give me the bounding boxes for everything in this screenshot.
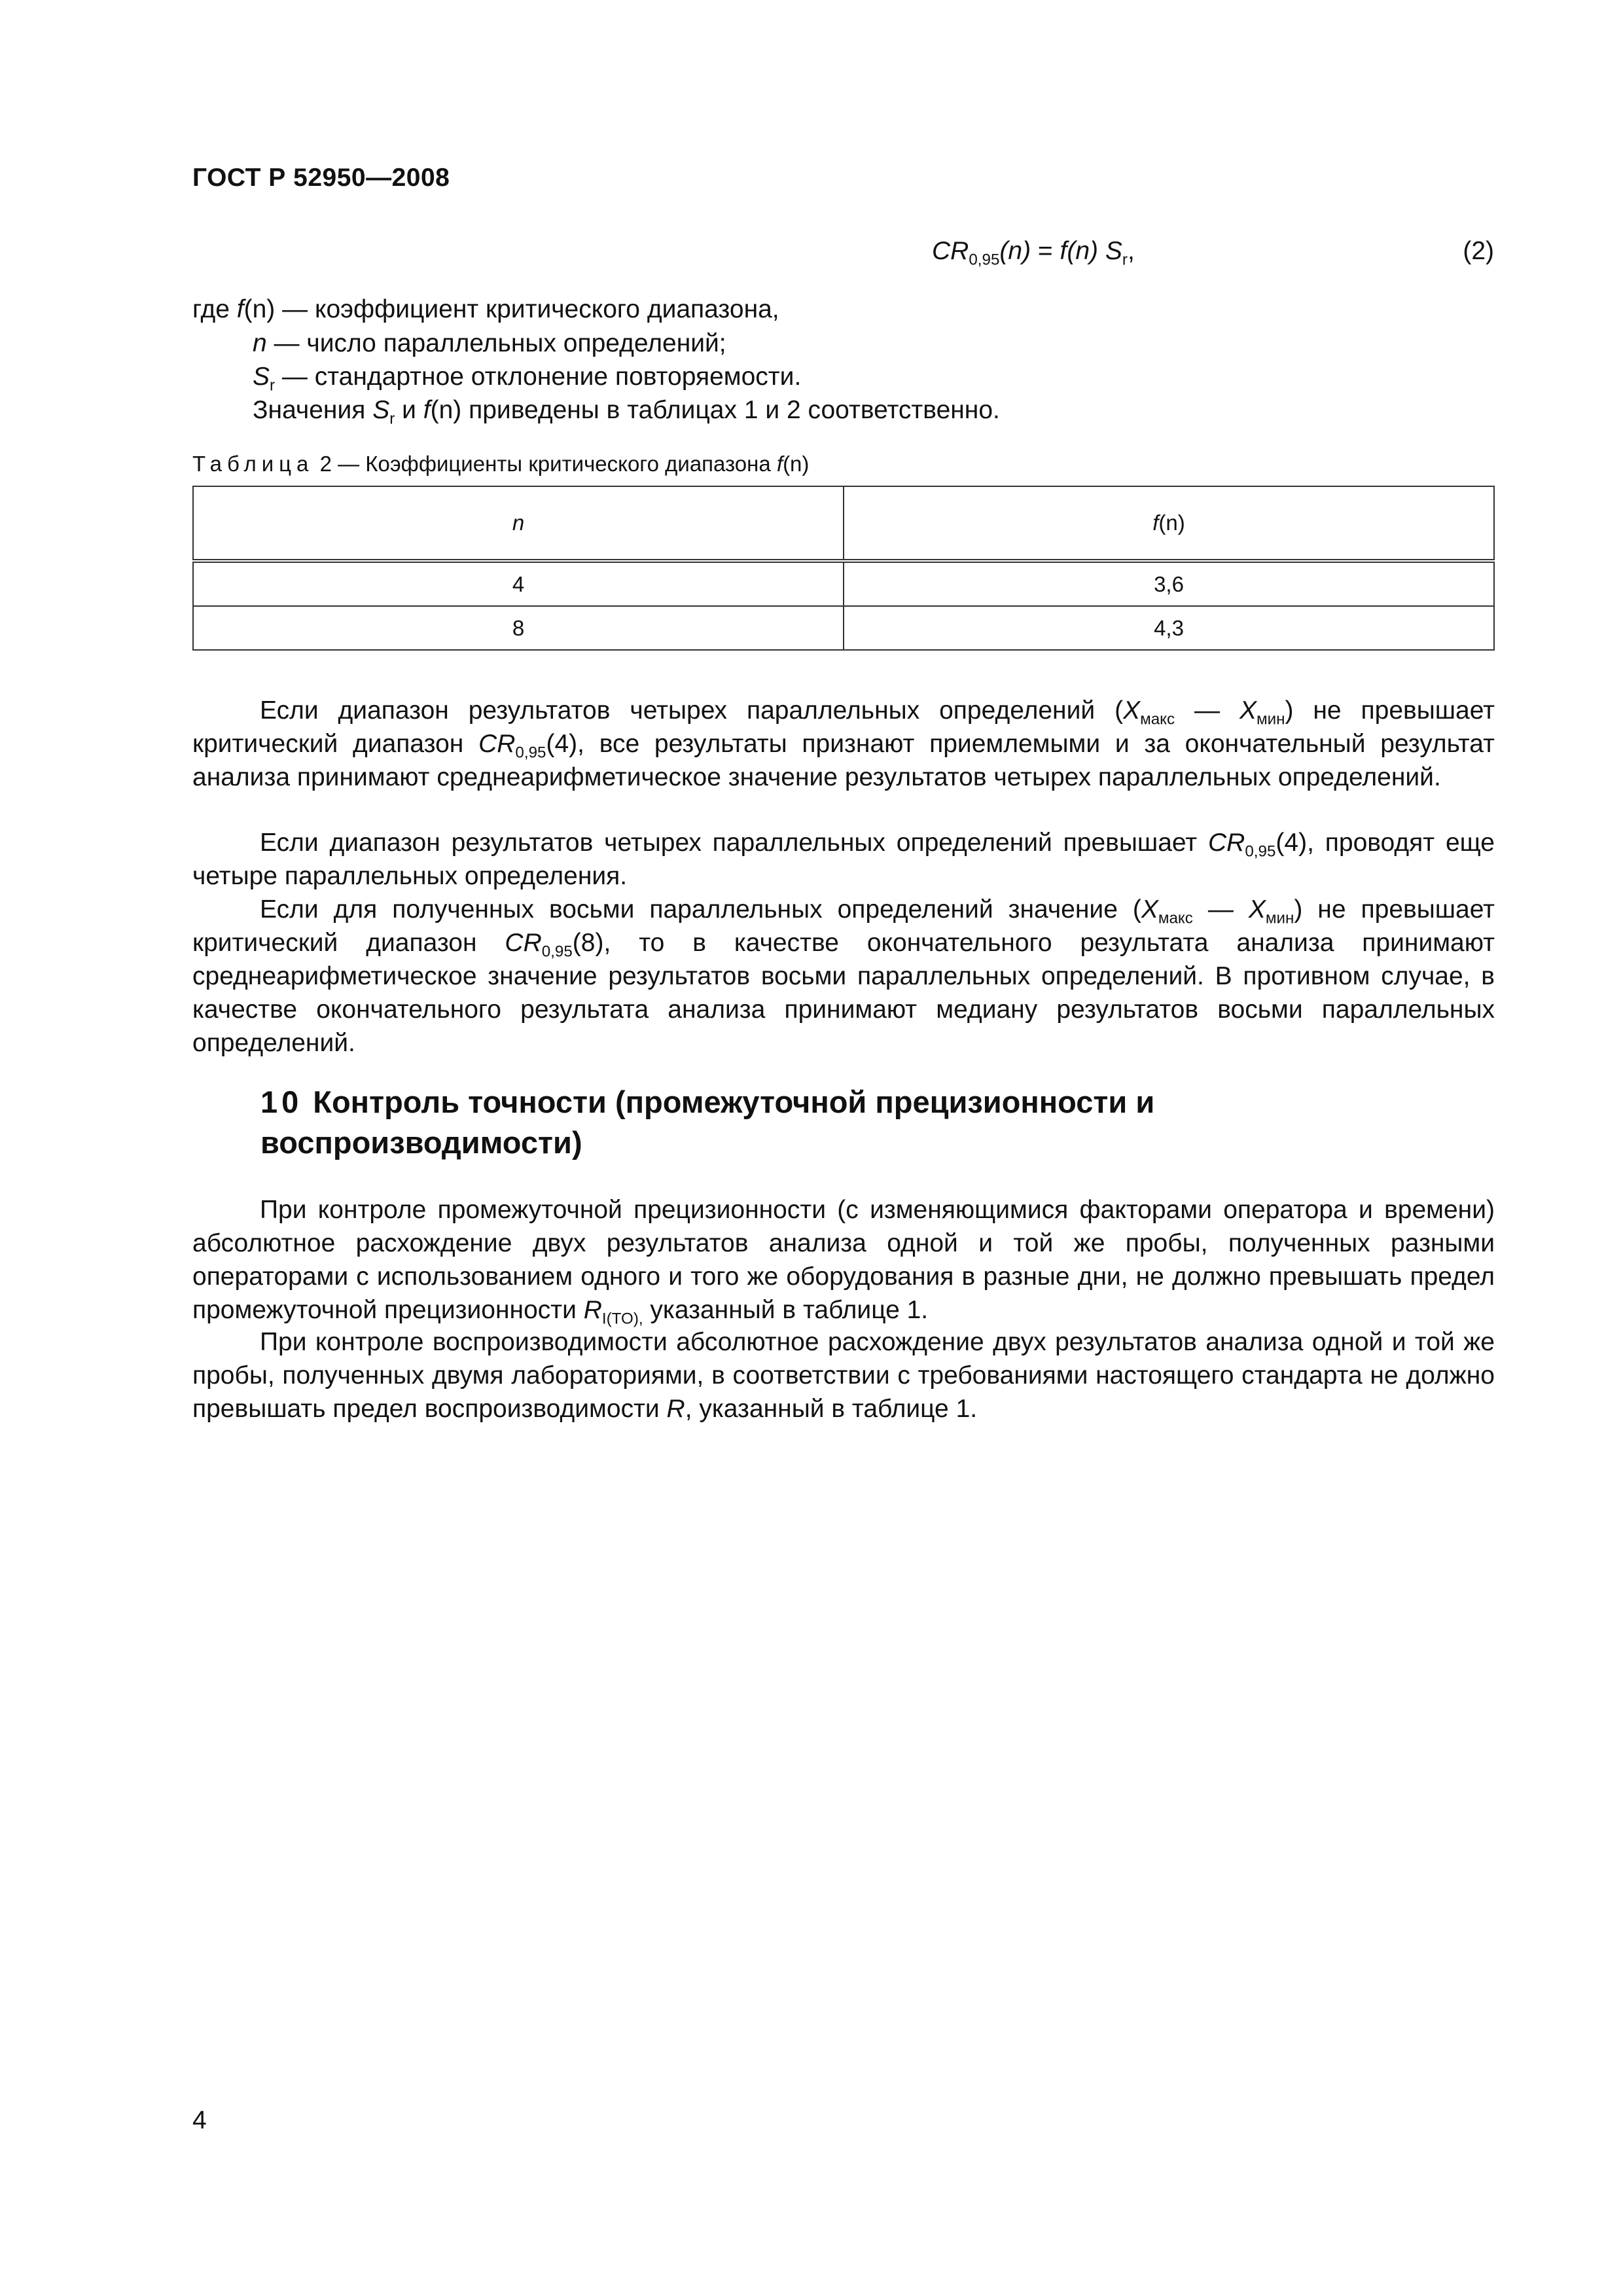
p2-text-b: (4), проводят еще четыре параллельных определения. [192,829,1495,890]
values-and: и [395,396,423,424]
p5-r: R [666,1395,685,1423]
p3-x-sub-min: мин [1265,909,1294,927]
table-caption-f: f [776,452,783,476]
values-s-symbol: S [372,396,390,424]
p3-text-b: ) не превышает критический диапазон [192,895,1495,957]
p1-text-a: Если диапазон результатов четырех параллельных определений ( [260,696,1124,725]
document-code: ГОСТ Р 52950—2008 [192,164,450,192]
where-n-symbol: n [253,329,267,357]
where-s-sub: r [270,376,276,395]
formula-eq: = [1031,237,1060,265]
where-f-arg: (n) [243,295,276,323]
formula-number: (2) [1463,237,1494,265]
formula-s: S [1105,237,1122,265]
table-caption-arg: (n) [783,452,810,476]
header-f-symbol: f [1152,511,1159,535]
formula-s-sub: r [1122,251,1128,269]
p4-text-a: При контроле промежуточной прецизионности (с изменяющимися факторами оператора и времени) абсолютное расхождение двух результатов анализа одной и той же пробы, полученных разными операторами с использованием одного и того же оборудования в разные дни, не должно превышать предел промежуточной прецизионности [192,1196,1495,1324]
where-prefix: где [192,295,237,323]
where-f-text: — коэффициент критического диапазона, [275,295,779,323]
table-caption-word: Таблица [192,452,314,476]
p1-text-b: ) не превышает критический диапазон [192,696,1495,758]
table-2-caption [192,452,809,476]
table-cell-n: 8 [193,606,844,650]
table-2 [192,486,1495,651]
p1-x: X [1123,696,1141,725]
p2-text-a: Если диапазон результатов четырех параллельных определений превышает [260,829,1209,857]
p1-x-sub-max: макс [1140,710,1175,728]
formula-2 [192,237,1494,274]
p2-cr-sub: 0,95 [1245,842,1276,861]
paragraph-range-eight [192,893,1495,1060]
where-n-text: — число параллельных определений; [266,329,726,357]
p3-dash: — [1192,895,1249,924]
values-s-sub: r [389,410,395,428]
paragraph-exceeds [192,826,1495,893]
p3-x2: X [1248,895,1266,924]
p1-x-sub-min: мин [1256,710,1285,728]
header-n-symbol: n [512,511,525,535]
paragraph-intermediate-precision [192,1193,1495,1327]
where-s-text: — стандартное отклонение повторяемости. [275,363,802,391]
p3-text-a: Если для полученных восьми параллельных определений значение ( [260,895,1141,924]
p3-cr: CR [505,929,542,957]
where-s-symbol: S [253,363,270,391]
formula-end: , [1127,237,1135,265]
p3-x: X [1141,895,1158,924]
formula-cr-sub: 0,95 [969,251,1000,269]
header-f-arg: (n) [1158,511,1185,535]
where-f-symbol: f [236,295,244,323]
paragraph-reproducibility [192,1325,1495,1426]
paragraph-range-four [192,694,1495,794]
where-line-values [253,393,1000,427]
section-title-text: Контроль точности (промежуточной прецизионности и воспроизводимости) [260,1085,1155,1160]
table-cell-n: 4 [193,561,844,606]
values-prefix: Значения [253,396,373,424]
values-f-arg: (n) [430,396,462,424]
p5-text-b: , указанный в таблице 1. [685,1395,978,1423]
p5-text-a: При контроле воспроизводимости абсолютное расхождение двух результатов анализа одной и той же пробы, полученных двумя лабораториями, в соответствии с требованиями настоящего стандарта не должно превышать предел воспроизводимости [192,1328,1495,1423]
table-row [193,561,1494,606]
p3-text-c: (8), то в качестве окончательного результата анализа принимают среднеарифметическое значение результатов восьми параллельных определений. В противном случае, в качестве окончательного результата анализа принимают медиану результатов восьми параллельных определений. [192,929,1495,1057]
p1-text-c: (4), все результаты признают приемлемыми и за окончательный результат анализа принимают среднеарифметическое значение результатов четырех параллельных определений. [192,730,1495,791]
where-line-f [192,293,779,327]
p3-x-sub-max: макс [1158,909,1193,927]
formula-cr-arg: (n) [999,237,1031,265]
section-number: 10 [260,1085,303,1119]
p4-r: R [583,1296,602,1324]
formula-cr: CR [932,237,969,265]
p1-x2: X [1239,696,1257,725]
section-10-heading [260,1082,1373,1163]
p1-cr-sub: 0,95 [515,744,546,762]
table-cell-f: 4,3 [844,606,1494,650]
p2-cr: CR [1208,829,1245,857]
where-line-s [253,360,801,394]
table-caption-text: 2 — Коэффициенты критического диапазона [319,452,777,476]
page-number: 4 [192,2106,207,2134]
table-cell-f: 3,6 [844,561,1494,606]
p3-cr-sub: 0,95 [541,942,573,961]
table-header-n [193,486,844,561]
table-header-row [193,486,1494,561]
table-header-f [844,486,1494,561]
table-row [193,606,1494,650]
values-f-symbol: f [423,396,431,424]
p4-r-sub: I(TO), [601,1310,643,1328]
values-text: приведены в таблицах 1 и 2 соответственно. [461,396,1000,424]
formula-expression [932,237,1135,269]
p1-cr: CR [478,730,516,758]
p1-dash: — [1175,696,1240,725]
where-line-n [253,327,726,361]
formula-f: f [1060,237,1067,265]
formula-f-arg: (n) [1067,237,1105,265]
p4-text-b: указанный в таблице 1. [643,1296,929,1324]
